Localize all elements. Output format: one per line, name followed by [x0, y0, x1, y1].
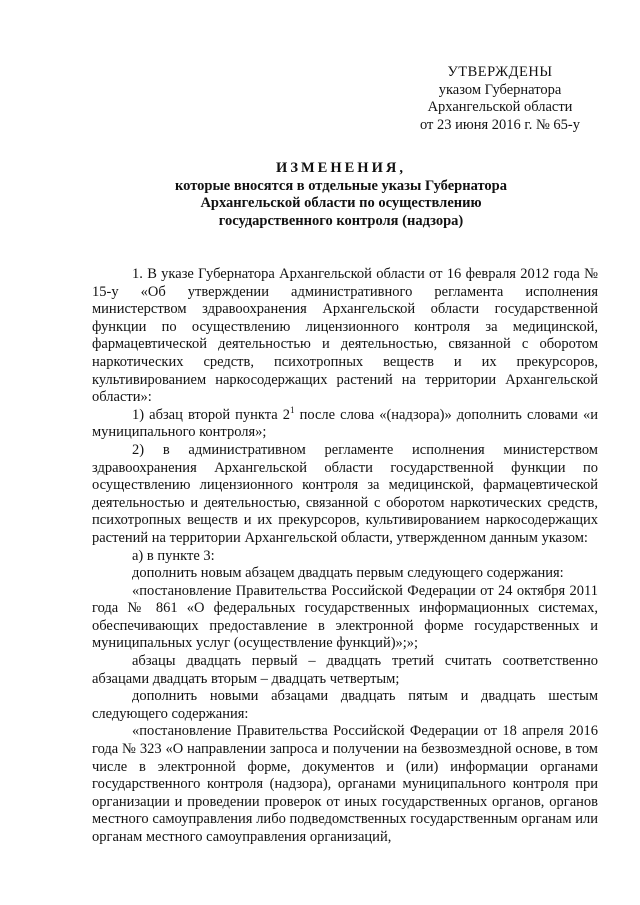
- approval-line-1: указом Губернатора: [438, 81, 562, 98]
- paragraph-6: «постановление Правительства Российской Федерации от 24 октября 2011 года № 861 «О федеральных государственных информационных системах, обеспечивающих предоставление в электронной форме государственных и муниципальных услуг (осуществление функций)»;»;: [92, 582, 598, 652]
- heading-line-1: которые вносятся в отдельные указы Губернатора: [175, 177, 507, 194]
- paragraph-2-start: 1) абзац второй пункта 2: [132, 406, 291, 423]
- paragraph-3: 2) в административном регламенте исполнения министерством здравоохранения Архангельской области государственной функции по осуществлению лицензионного контроля за медицинской, фармацевтической деятельностью и деятельностью, связанной с оборотом наркотических средств, психотропных веществ и их прекурсоров, культивированием наркосодержащих растений на территории Архангельской области, утвержденном данным указом:: [92, 441, 598, 546]
- paragraph-2: [92, 404, 598, 442]
- paragraph-4: а) в пункте 3:: [132, 547, 215, 564]
- document-body: [92, 266, 598, 847]
- heading-title: ИЗМЕНЕНИЯ,: [276, 160, 406, 176]
- paragraph-7: абзацы двадцать первый – двадцать третий считать соответственно абзацами двадцать вторым – двадцать четвертым;: [92, 653, 598, 687]
- paragraph-2-superscript: 1: [290, 404, 295, 415]
- approval-line-3: от 23 июня 2016 г. № 65-у: [419, 116, 581, 133]
- heading-line-2: Архангельской области по осуществлению: [200, 195, 482, 211]
- paragraph-1: 1. В указе Губернатора Архангельской области от 16 февраля 2012 года № 15-у «Об утверждении административного регламента исполнения министерством здравоохранения Архангельской области государственной функции по осуществлению лицензионного контроля за медицинской, фармацевтической деятельностью и деятельностью, связанной с оборотом наркотических средств, психотропных веществ и их прекурсоров, культивированием наркосодержащих растений на территории Архангельской области»:: [92, 266, 598, 406]
- approval-line-2: Архангельской области: [427, 99, 573, 115]
- paragraph-2-end: после слова «(надзора)» дополнить словами «и муниципального контроля»;: [92, 406, 598, 441]
- heading-line-3: государственного контроля (надзора): [218, 212, 464, 229]
- paragraph-9: «постановление Правительства Российской Федерации от 18 апреля 2016 года № 323 «О направлении запроса и получении на безвозмездной основе, в том числе в электронной форме, документов и (или) информации органами государственного контроля (надзора), органами муниципального контроля при организации и проведении проверок от иных государственных органов, органов местного самоуправления либо подведомственных государственным органам или органам местного самоуправления организаций,: [92, 723, 598, 845]
- approval-stamp: [400, 64, 600, 134]
- paragraph-5: дополнить новым абзацем двадцать первым следующего содержания:: [132, 565, 564, 582]
- approval-title: УТВЕРЖДЕНЫ: [447, 64, 553, 80]
- document-heading: [92, 160, 590, 230]
- paragraph-8: дополнить новыми абзацами двадцать пятым и двадцать шестым следующего содержания:: [92, 688, 598, 722]
